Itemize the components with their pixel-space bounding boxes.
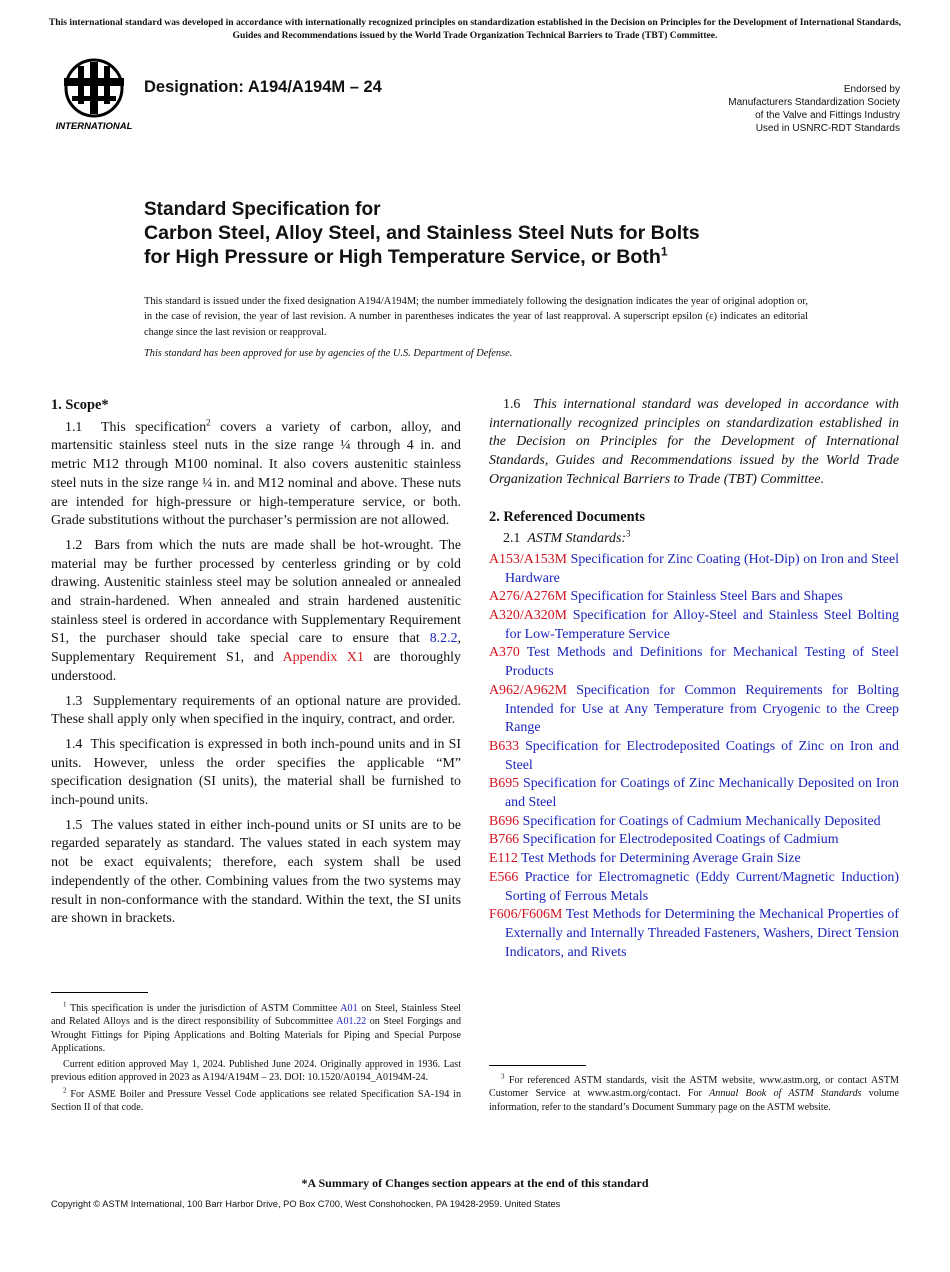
subcommittee-link[interactable]: A01.22 xyxy=(336,1016,367,1028)
footnote-text: volume information, refer to the standard’s Document Summary page on the ASTM website. xyxy=(489,1088,899,1113)
footnote-1-edition: Current edition approved May 1, 2024. Published June 2024. Originally approved in 1936. Last previous edition approved in 2023 as A194/A194M – 23. DOI: 10.1520/A0194_A0194M-24. xyxy=(51,1059,461,1084)
astm-logo xyxy=(52,56,136,132)
reference-title-link[interactable]: Specification for Common Requirements for Bolting Intended for Use at Any Temperature from Cryogenic to the Creep Range xyxy=(505,682,899,736)
reference-item[interactable] xyxy=(475,738,899,775)
document-title xyxy=(144,198,844,269)
reference-code-link[interactable]: A320/A320M xyxy=(489,608,567,624)
reference-code-link[interactable]: E566 xyxy=(489,869,519,885)
reference-code-link[interactable]: A153/A153M xyxy=(489,551,567,567)
dod-approval: This standard has been approved for use by agencies of the U.S. Department of Defense. xyxy=(144,348,513,359)
para-number: 1.6 xyxy=(503,397,521,412)
reference-code-link[interactable]: B766 xyxy=(489,832,520,848)
para-number: 1.5 xyxy=(65,817,83,833)
logo-label: INTERNATIONAL xyxy=(55,121,133,132)
reference-item[interactable] xyxy=(475,644,899,681)
reference-code-link[interactable]: A370 xyxy=(489,645,520,661)
paragraph-2-1 xyxy=(489,530,899,549)
left-column xyxy=(51,396,461,935)
reference-title-link[interactable]: Specification for Electrodeposited Coatings of Cadmium xyxy=(522,832,839,848)
para-text: , Supplementary Requirement S1, and xyxy=(51,631,461,666)
copyright: Copyright © ASTM International, 100 Barr Harbor Drive, PO Box C700, West Conshohocken, PA 19428-2959. United States xyxy=(51,1199,561,1209)
reference-title-link[interactable]: Test Methods and Definitions for Mechanical Testing of Steel Products xyxy=(505,645,899,680)
footnote-text: on Steel Forgings and Wrought Fittings for Piping Applications and Bolting Materials for Piping and Special Purpose Applications. xyxy=(51,1016,461,1054)
appendix-link[interactable]: Appendix X1 xyxy=(282,650,364,666)
reference-title-link[interactable]: Test Methods for Determining the Mechanical Properties of Externally and Internally Threaded Fasteners, Washers, Direct Tension Indicators, and Rivets xyxy=(505,907,899,960)
issued-statement: This standard is issued under the fixed designation A194/A194M; the number immediately following the designation indicates the year of original adoption or, in the case of revision, the year of last revision. A number in parentheses indicates the year of last reapproval. A superscript epsilon (ε) indicates an editorial change since the last revision or reapproval. xyxy=(144,296,808,338)
title-line-3 xyxy=(144,245,844,269)
reference-title-link[interactable]: Specification for Coatings of Cadmium Mechanically Deposited xyxy=(522,813,881,829)
para-text: This specification xyxy=(101,419,207,435)
paragraph-1-6 xyxy=(489,396,899,490)
reference-title-link[interactable]: Specification for Alloy-Steel and Stainless Steel Bolting for Low-Temperature Service xyxy=(505,608,899,642)
para-text: covers a variety of carbon, alloy, and martensitic stainless steel nuts in the size range ¼ through 4 in. and metric M12 through M100 nominal. It also covers austenitic stainless steel nuts in the size range ¼ in. and M12 nominal and above. These nuts are intended for high-pressure or high-temperature service, or both. Grade substitutions without the purchaser’s permission are not allowed. xyxy=(51,419,461,529)
paragraph-1-5 xyxy=(51,817,461,929)
footnote-text: on Steel, Stainless Steel and Related Alloys and is the direct responsibility of Subcommittee xyxy=(51,1003,461,1028)
reference-item[interactable] xyxy=(475,831,899,850)
footnote-2 xyxy=(51,1088,461,1115)
right-column xyxy=(489,396,899,962)
section-link[interactable]: 8.2.2 xyxy=(429,631,458,647)
reference-item[interactable] xyxy=(475,775,899,812)
footnote-rule xyxy=(51,992,148,993)
para-text: The values stated in either inch-pound units or SI units are to be regarded separately as standard. The values stated in each system may not be exact equivalents; therefore, each system shall be used independently of the other. Combining values from the two systems may result in non-conformance with the standard. Within the text, the SI units are shown in brackets. xyxy=(51,817,461,927)
paragraph-1-1 xyxy=(51,419,461,531)
title-line-3-text: for High Pressure or High Temperature Service, or Both xyxy=(144,246,661,268)
reference-code-link[interactable]: B633 xyxy=(489,738,520,754)
footnote-rule xyxy=(489,1065,586,1066)
footnote-1 xyxy=(51,1002,461,1055)
reference-code-link[interactable]: B696 xyxy=(489,813,520,829)
para-number: 1.3 xyxy=(65,693,83,709)
paragraph-1-2 xyxy=(51,537,461,687)
title-line-2: Carbon Steel, Alloy Steel, and Stainless Steel Nuts for Bolts xyxy=(144,222,700,244)
reference-item[interactable] xyxy=(475,906,899,962)
footnotes-left xyxy=(51,1002,461,1117)
para-text: Supplementary requirements of an optional nature are provided. These shall apply only when specified in the inquiry, contract, and order. xyxy=(51,693,461,728)
reference-title-link[interactable]: Specification for Electrodeposited Coatings of Zinc on Iron and Steel xyxy=(505,738,899,773)
reference-title-link[interactable]: Specification for Coatings of Zinc Mechanically Deposited on Iron and Steel xyxy=(505,776,899,811)
reference-item[interactable] xyxy=(475,588,899,607)
reference-item[interactable] xyxy=(475,607,899,644)
endorsed-line: Manufacturers Standardization Society xyxy=(728,97,900,108)
reference-code-link[interactable]: F606/F606M xyxy=(489,907,563,923)
wto-notice: This international standard was developed in accordance with internationally recognized principles on standardization established in the Decision on Principles for the Development of International Standards, Guides and Recommendations issued by the World Trade Organization Technical Barriers to Trade (TBT) Committee. xyxy=(48,17,902,41)
reference-item[interactable] xyxy=(475,813,899,832)
section-heading-references: 2. Referenced Documents xyxy=(489,508,645,525)
title-footnote-mark: 1 xyxy=(660,244,668,259)
summary-of-changes-note: *A Summary of Changes section appears at the end of this standard xyxy=(301,1176,649,1190)
para-number: 1.2 xyxy=(65,537,83,553)
reference-title-link[interactable]: Specification for Zinc Coating (Hot-Dip) on Iron and Steel Hardware xyxy=(505,551,899,586)
footnote-text: For referenced ASTM standards, visit the ASTM website, www.astm.org, or contact ASTM Customer Service at www.astm.org/contact. For xyxy=(489,1075,899,1100)
para-number: 1.4 xyxy=(65,736,83,752)
designation: Designation: A194/A194M – 24 xyxy=(144,78,382,96)
subsection-label: ASTM Standards: xyxy=(527,531,626,547)
footnote-text: This specification is under the jurisdiction of ASTM Committee xyxy=(69,1003,341,1014)
para-number: 1.1 xyxy=(65,419,83,435)
reference-code-link[interactable]: A276/A276M xyxy=(489,589,567,605)
reference-code-link[interactable]: E112 xyxy=(489,851,518,867)
endorsed-line: of the Valve and Fittings Industry xyxy=(755,110,900,121)
para-text: are thoroughly understood. xyxy=(51,650,461,684)
footnote-text: Annual Book of ASTM Standards xyxy=(709,1088,862,1100)
paragraph-1-3 xyxy=(51,693,461,730)
footnote-mark: 2 xyxy=(63,1086,67,1095)
endorsement-block xyxy=(600,83,900,135)
reference-title-link[interactable]: Specification for Stainless Steel Bars and Shapes xyxy=(570,589,843,605)
reference-item[interactable] xyxy=(475,869,899,906)
para-text: Bars from which the nuts are made shall be hot-wrought. The material may be further processed by centerless grinding or by cold drawing. Austenitic stainless steel may be solution annealed or annealed and strain-hardened. When annealed and strain hardened austenitic stainless steel is ordered in accordance with Supplementary Requirement S1, the purchaser should take special care to ensure that xyxy=(51,537,461,647)
footnote-ref[interactable]: 2 xyxy=(206,417,211,428)
footnote-text: For ASME Boiler and Pressure Vessel Code applications see related Specification SA-194 in Section II of that code. xyxy=(51,1088,461,1114)
section-heading-scope: 1. Scope* xyxy=(51,397,109,413)
reference-code-link[interactable]: A962/A962M xyxy=(489,682,567,698)
footnote-mark: 3 xyxy=(501,1072,505,1081)
para-text: This specification is expressed in both inch-pound units and in SI units. However, unless the order specifies the applicable “M” specification designation (SI units), the material shall be furnished to inch-pound units. xyxy=(51,736,461,809)
reference-item[interactable] xyxy=(475,551,899,588)
reference-item[interactable] xyxy=(475,682,899,738)
title-line-1: Standard Specification for xyxy=(144,199,381,220)
footnotes-right xyxy=(489,1074,899,1117)
reference-list xyxy=(489,551,899,962)
committee-link[interactable]: A01 xyxy=(340,1003,358,1014)
endorsed-line: Used in USNRC-RDT Standards xyxy=(755,123,900,134)
reference-code-link[interactable]: B695 xyxy=(489,776,520,792)
endorsed-line: Endorsed by xyxy=(843,84,900,95)
astm-logo-graphic xyxy=(52,56,136,132)
footnote-3 xyxy=(489,1074,899,1114)
reference-item[interactable] xyxy=(475,850,899,869)
paragraph-1-4 xyxy=(51,736,461,811)
para-number: 2.1 xyxy=(503,531,521,547)
footnote-ref[interactable]: 3 xyxy=(625,528,631,539)
reference-title-link[interactable]: Practice for Electromagnetic (Eddy Current/Magnetic Induction) Sorting of Ferrous Metals xyxy=(505,869,899,904)
footnote-mark: 1 xyxy=(63,1000,67,1009)
reference-title-link[interactable]: Test Methods for Determining Average Grain Size xyxy=(521,851,801,867)
para-text: This international standard was developed in accordance with internationally recognized principles on standardization established in the Decision on Principles for the Development of International Standards, Guides and Recommendations issued by the World Trade Organization Technical Barriers to Trade (TBT) Committee. xyxy=(489,397,900,487)
